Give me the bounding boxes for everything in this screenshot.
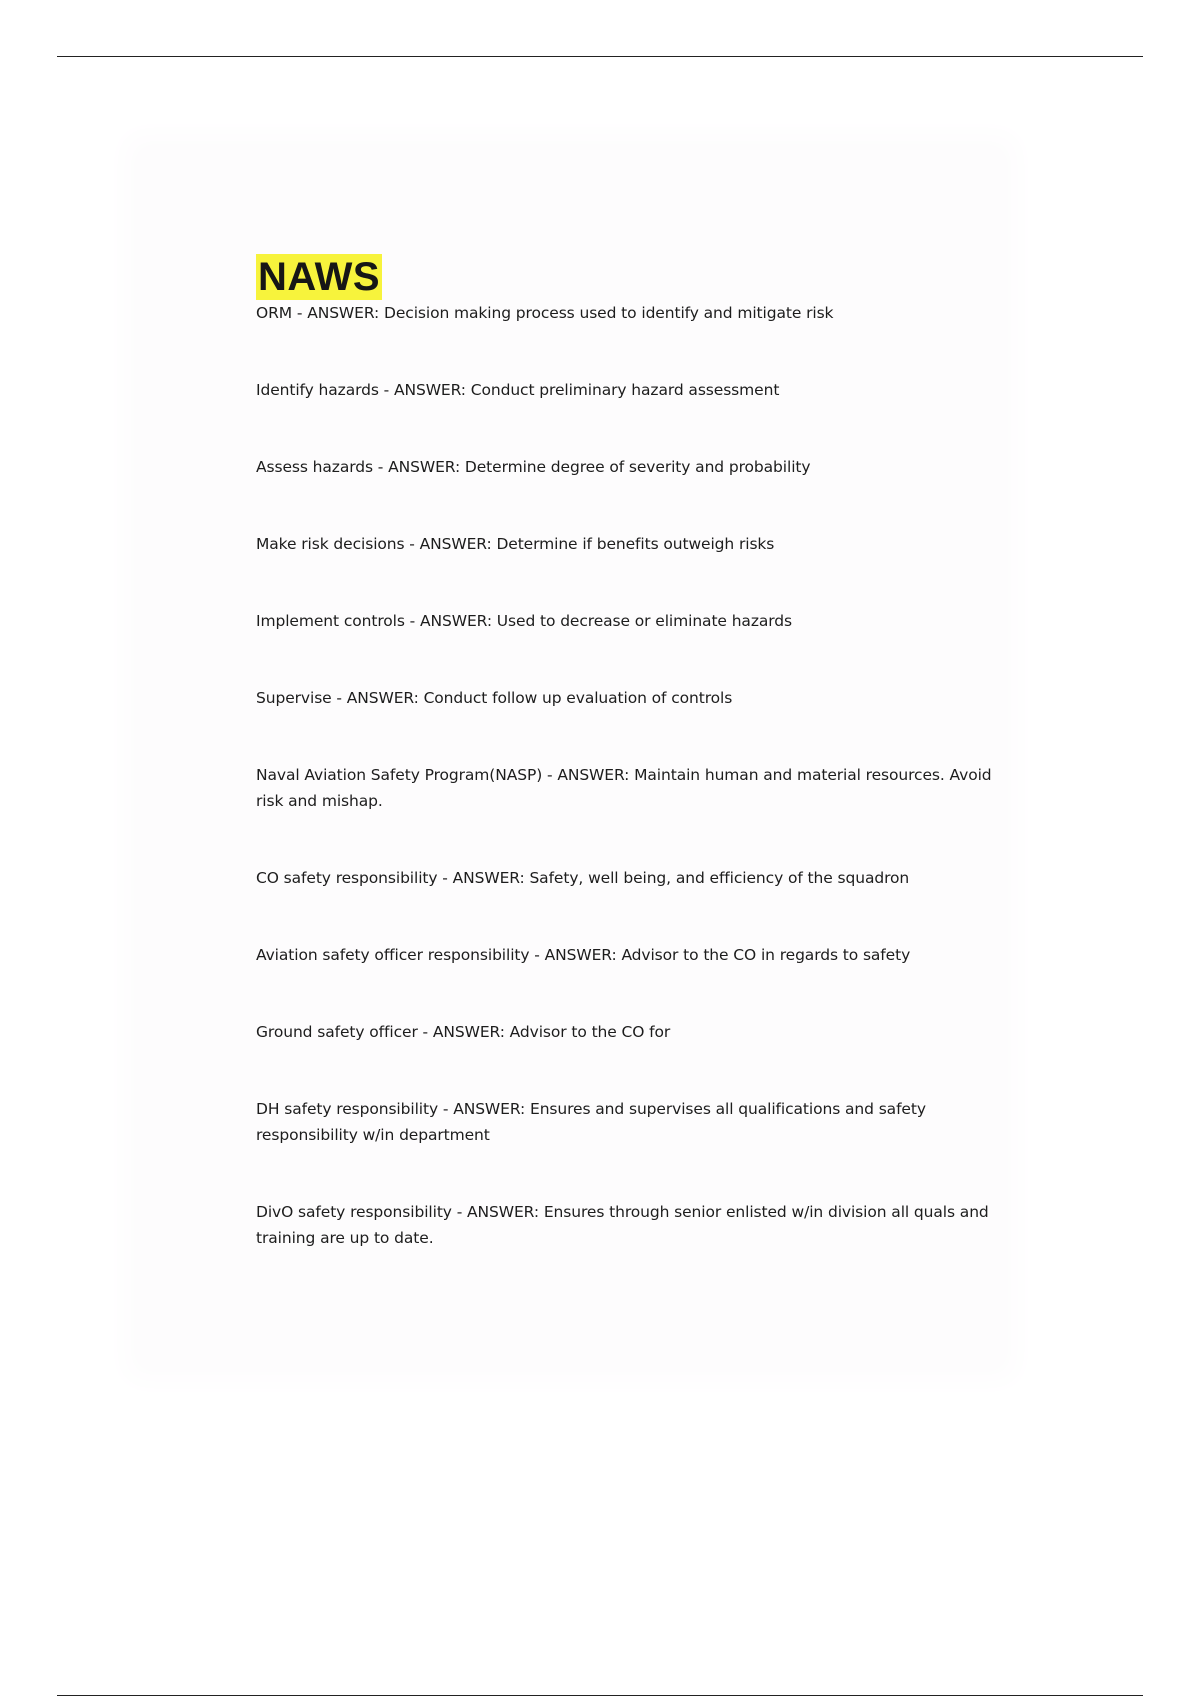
qa-item bbox=[256, 377, 996, 403]
qa-item bbox=[256, 608, 996, 634]
qa-item bbox=[256, 300, 996, 326]
qa-separator: - ANSWER: bbox=[417, 1023, 510, 1041]
qa-item bbox=[256, 531, 996, 557]
qa-answer: Conduct follow up evaluation of controls bbox=[423, 689, 733, 707]
qa-separator: - ANSWER: bbox=[372, 458, 465, 476]
qa-separator: - ANSWER: bbox=[378, 381, 471, 399]
qa-answer: Conduct preliminary hazard assessment bbox=[470, 381, 780, 399]
qa-separator: - ANSWER: bbox=[404, 612, 497, 630]
qa-term: DH safety responsibility bbox=[256, 1100, 439, 1118]
qa-term: DivO safety responsibility bbox=[256, 1203, 452, 1221]
document-content bbox=[256, 254, 996, 1302]
qa-term: Make risk decisions bbox=[256, 535, 405, 553]
qa-answer: Maintain human and material resources. Avoid risk and mishap. bbox=[256, 766, 992, 810]
qa-answer: Decision making process used to identify and mitigate risk bbox=[384, 304, 834, 322]
qa-item bbox=[256, 942, 996, 968]
qa-item bbox=[256, 1096, 996, 1148]
qa-term: CO safety responsibility bbox=[256, 869, 438, 887]
qa-term: Implement controls bbox=[256, 612, 405, 630]
qa-term: Identify hazards bbox=[256, 381, 379, 399]
qa-answer: Used to decrease or eliminate hazards bbox=[496, 612, 792, 630]
qa-answer: Determine if benefits outweigh risks bbox=[496, 535, 775, 553]
document-title: NAWS bbox=[258, 255, 380, 299]
qa-term: Supervise bbox=[256, 689, 332, 707]
top-rule bbox=[57, 56, 1143, 57]
qa-list bbox=[256, 300, 996, 1251]
qa-answer: Ensures and supervises all qualifications and safety responsibility w/in department bbox=[256, 1100, 926, 1144]
qa-term: Assess hazards bbox=[256, 458, 373, 476]
qa-separator: - ANSWER: bbox=[404, 535, 497, 553]
qa-separator: - ANSWER: bbox=[542, 766, 635, 784]
qa-item bbox=[256, 1199, 996, 1251]
qa-item bbox=[256, 865, 996, 891]
qa-separator: - ANSWER: bbox=[331, 689, 424, 707]
qa-item bbox=[256, 454, 996, 480]
qa-separator: - ANSWER: bbox=[437, 869, 530, 887]
qa-separator: - ANSWER: bbox=[451, 1203, 544, 1221]
qa-term: ORM bbox=[256, 304, 293, 322]
bottom-rule bbox=[57, 1695, 1143, 1696]
qa-term: Aviation safety officer responsibility bbox=[256, 946, 530, 964]
qa-item bbox=[256, 762, 996, 814]
qa-separator: - ANSWER: bbox=[529, 946, 622, 964]
qa-item bbox=[256, 685, 996, 711]
qa-answer: Advisor to the CO in regards to safety bbox=[621, 946, 911, 964]
qa-term: Naval Aviation Safety Program(NASP) bbox=[256, 766, 543, 784]
qa-term: Ground safety officer bbox=[256, 1023, 418, 1041]
qa-answer: Ensures through senior enlisted w/in division all quals and training are up to date. bbox=[256, 1203, 989, 1247]
qa-separator: - ANSWER: bbox=[438, 1100, 530, 1118]
qa-answer: Determine degree of severity and probability bbox=[464, 458, 811, 476]
qa-answer: Safety, well being, and efficiency of the squadron bbox=[529, 869, 910, 887]
qa-item bbox=[256, 1019, 996, 1045]
qa-answer: Advisor to the CO for bbox=[509, 1023, 671, 1041]
qa-separator: - ANSWER: bbox=[292, 304, 384, 322]
